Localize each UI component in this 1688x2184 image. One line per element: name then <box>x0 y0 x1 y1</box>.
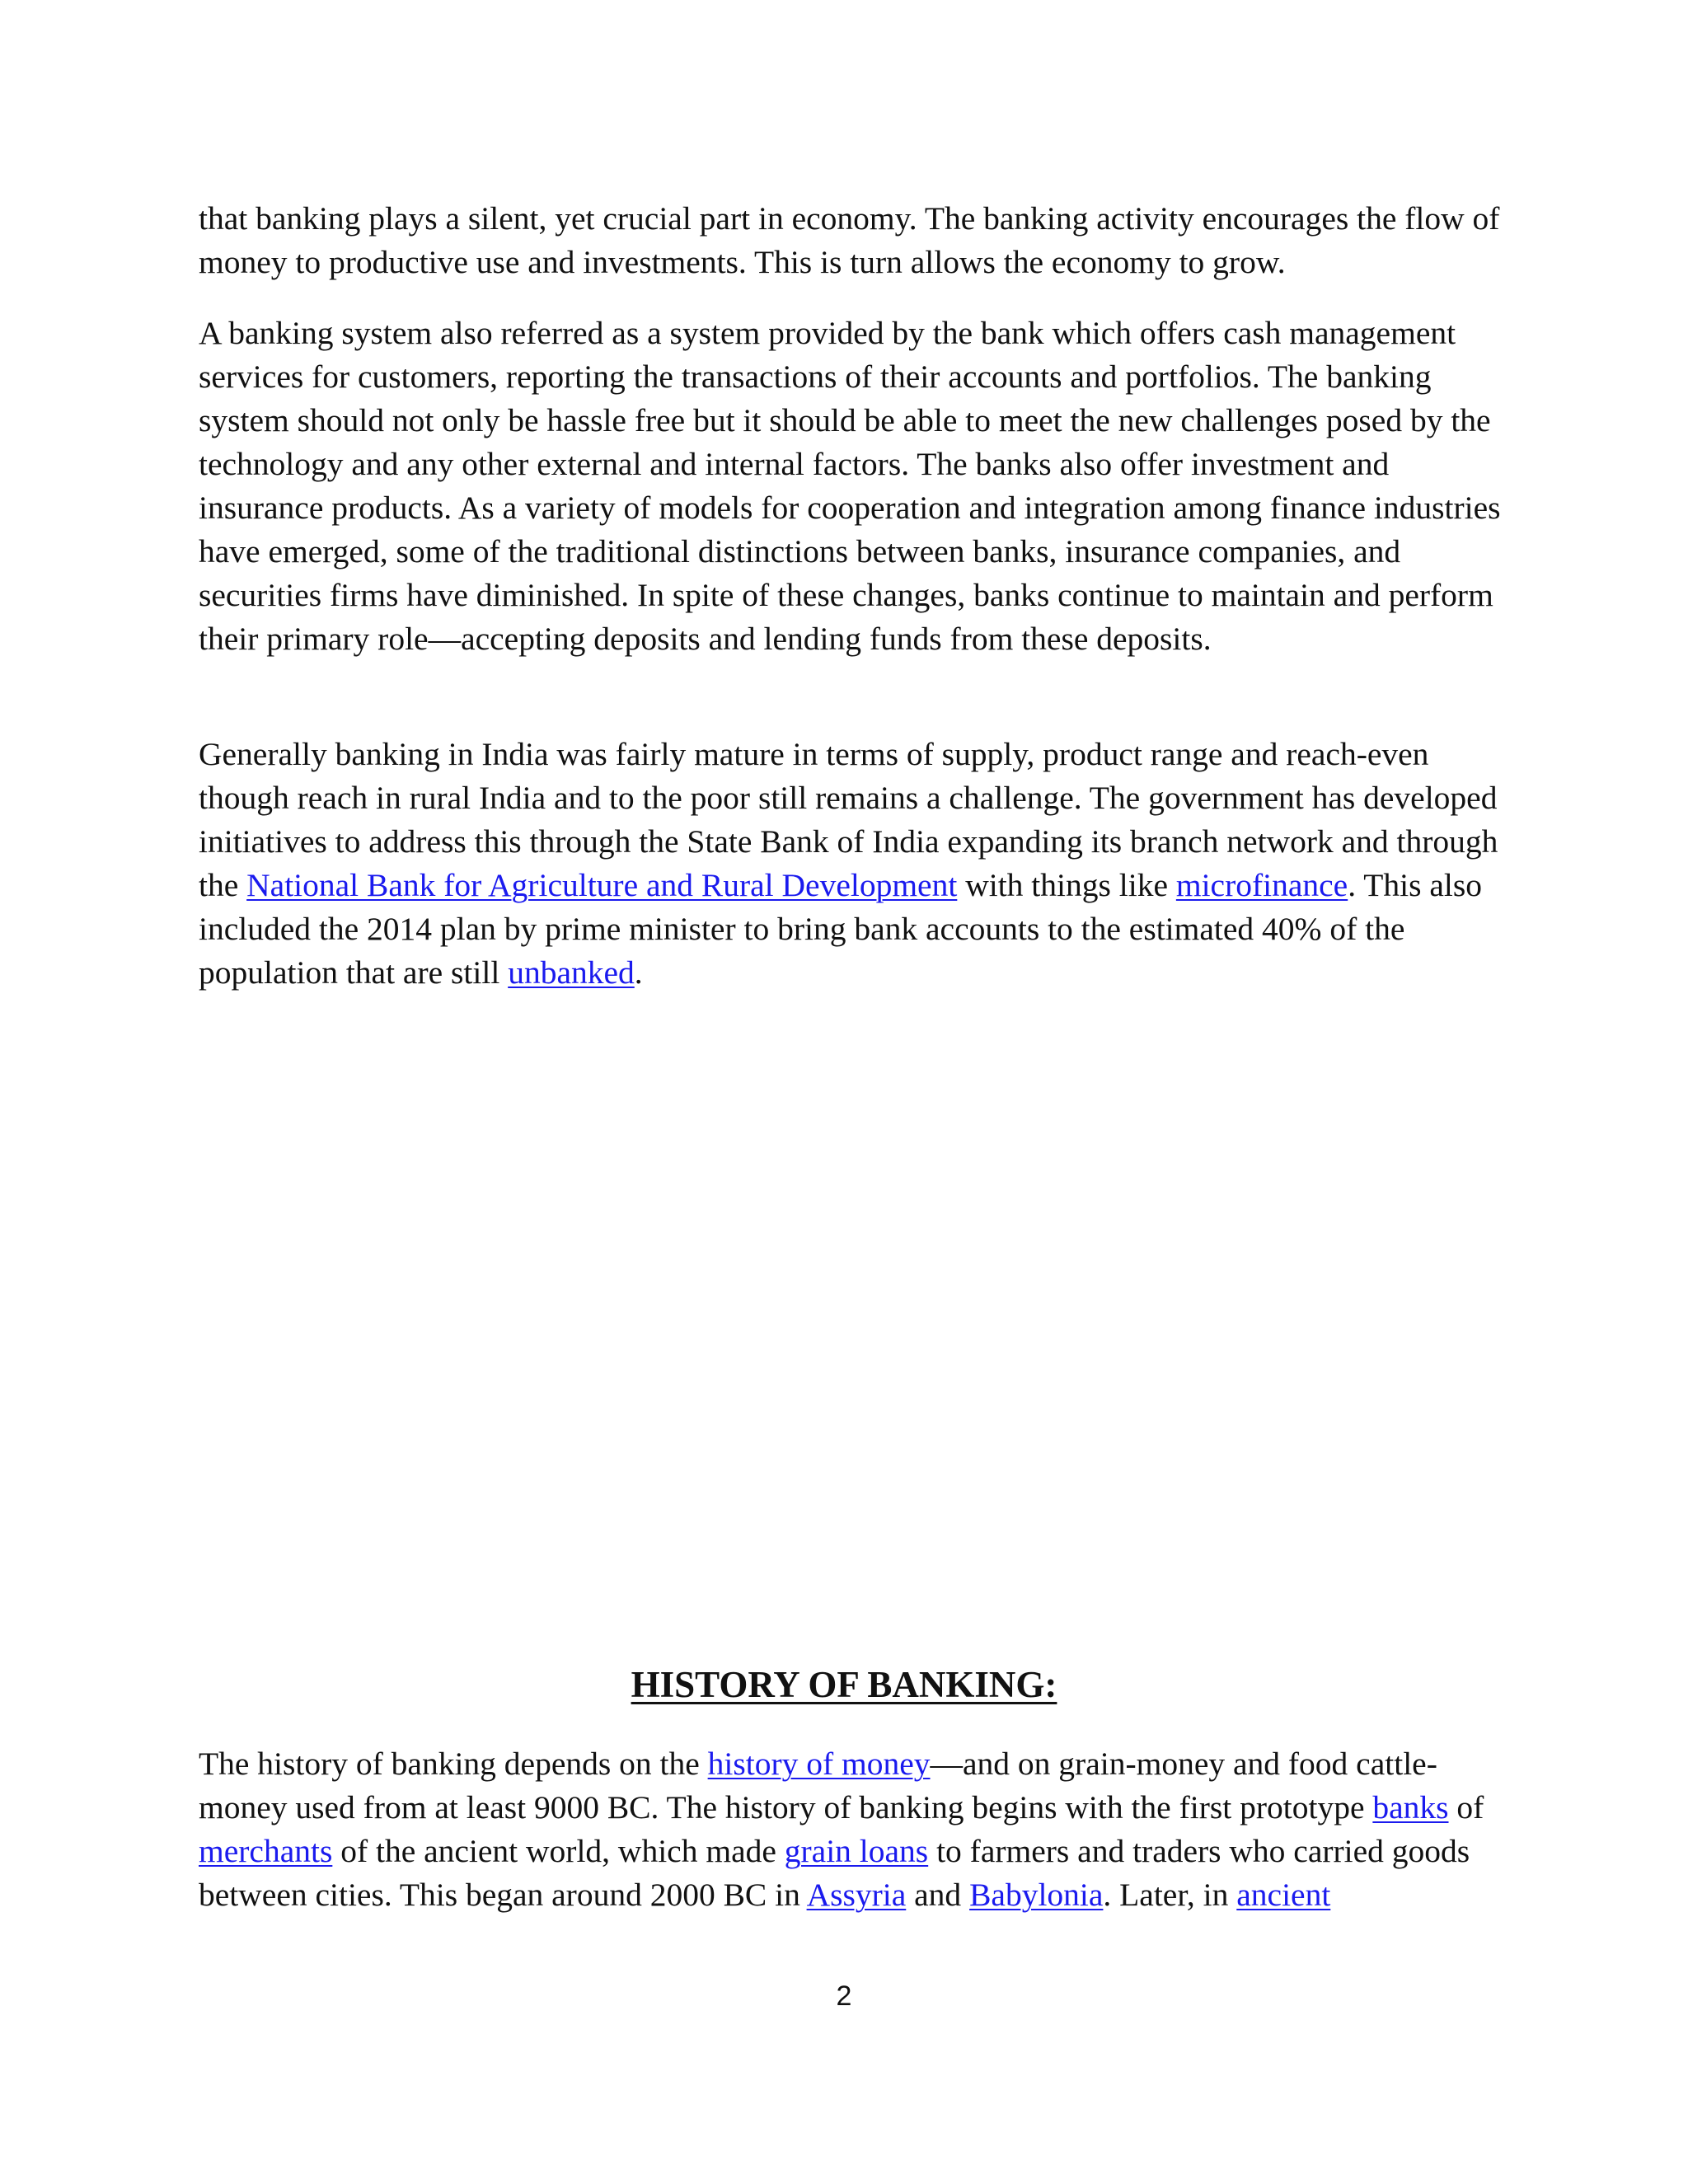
link-assyria[interactable]: Assyria <box>806 1877 907 1913</box>
link-history-of-money[interactable]: history of money <box>707 1746 931 1782</box>
paragraph-text: of the ancient world, which made <box>332 1833 785 1869</box>
link-microfinance[interactable]: microfinance <box>1175 867 1348 903</box>
paragraph-banking-system <box>199 312 1501 661</box>
page-number: 2 <box>836 1980 852 2012</box>
link-ancient[interactable]: ancient <box>1236 1877 1331 1913</box>
paragraph-text: of <box>1448 1789 1484 1825</box>
paragraph-banking-role <box>199 197 1501 284</box>
link-unbanked[interactable]: unbanked <box>508 954 635 991</box>
paragraph-text: that banking plays a silent, yet crucial part in economy. The banking activity encourages the flow of money to productive use and investments. This is turn allows the economy to grow. <box>199 200 1500 280</box>
paragraph-text: Generally banking in India was fairly mature in terms of supply, product range and reach-even though reach in rural India and to the poor still remains a challenge. The government has developed initiatives to address this through the State Bank of India expanding its branch network and through the <box>199 736 1498 903</box>
paragraph-banking-india <box>199 733 1501 995</box>
paragraph-text: and <box>906 1877 970 1913</box>
link-banks[interactable]: banks <box>1372 1789 1449 1825</box>
paragraph-text: The history of banking depends on the <box>199 1746 708 1782</box>
paragraph-history <box>199 1742 1501 1917</box>
link-babylonia[interactable]: Babylonia <box>969 1877 1104 1913</box>
link-grain-loans[interactable]: grain loans <box>784 1833 929 1869</box>
paragraph-text: with things like <box>957 867 1176 903</box>
paragraph-text: . Later, in <box>1103 1877 1237 1913</box>
paragraph-text: to farmers and traders who carried goods between cities. This began around 2000 BC in <box>199 1833 1470 1913</box>
paragraph-text: —and on grain-money and food cattle-money used from at least 9000 BC. The history of banking begins with the first prototype <box>199 1746 1437 1825</box>
paragraph-text: A banking system also referred as a system provided by the bank which offers cash management services for customers, reporting the transactions of their accounts and portfolios. The banking system should not only be hassle free but it should be able to meet the new challenges posed by the technology and any other external and internal factors. The banks also offer investment and insurance products. As a variety of models for cooperation and integration among finance industries have emerged, some of the traditional distinctions between banks, insurance companies, and securities firms have diminished. In spite of these changes, banks continue to maintain and perform their primary role—accepting deposits and lending funds from these deposits. <box>199 315 1501 657</box>
paragraph-text: . This also included the 2014 plan by prime minister to bring bank accounts to the estimated 40% of the population that are still <box>199 867 1482 991</box>
paragraph-text: . <box>634 954 643 991</box>
link-nabard[interactable]: National Bank for Agriculture and Rural Development <box>246 867 958 903</box>
link-merchants[interactable]: merchants <box>199 1833 333 1869</box>
section-heading-history <box>0 1661 1688 1708</box>
heading-text: HISTORY OF BANKING: <box>631 1664 1057 1705</box>
